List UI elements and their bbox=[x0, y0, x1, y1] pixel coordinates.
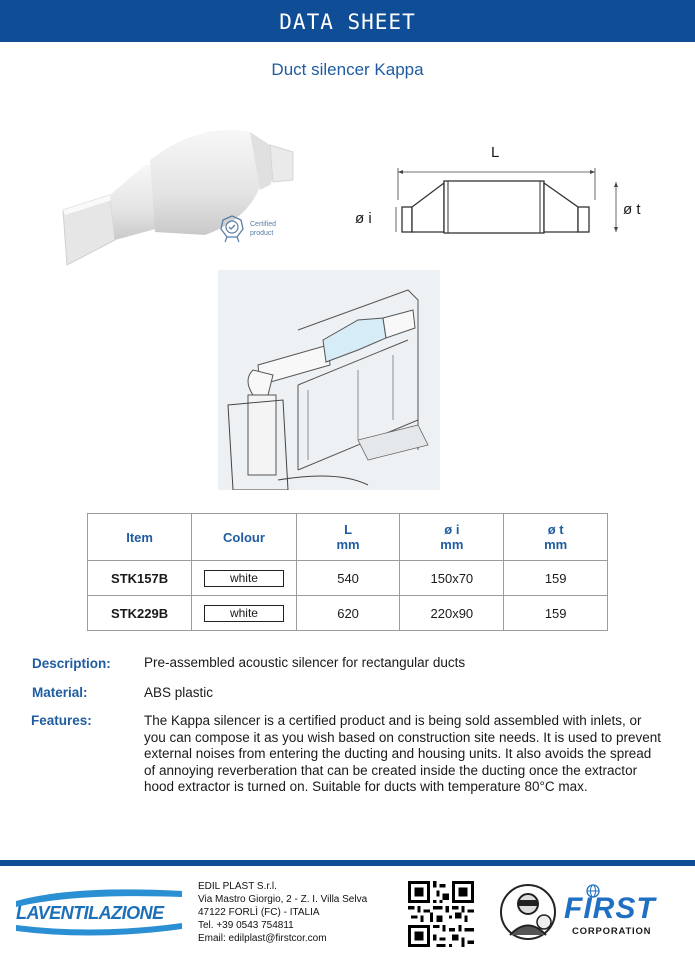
material-value: ABS plastic bbox=[144, 685, 214, 700]
header-length: L mm bbox=[296, 514, 400, 561]
features-value: The Kappa silencer is a certified product and is being sold assembled with inlets, or you can compose it as you wish based on construction site needs. It is used to prevent external noises from entering the ducting and housing units. It also avoids the spread of annoying reverberation that can be created inside the ducting once the extractor hood extractor is turned on. Suitable for ducts with temperature 80°C max. bbox=[144, 713, 662, 795]
colour-swatch: white bbox=[204, 605, 284, 622]
colour-swatch: white bbox=[204, 570, 284, 587]
table-row bbox=[88, 561, 608, 596]
cell-inner: 150x70 bbox=[400, 561, 504, 596]
brand-name: LAVENTILAZIONE bbox=[16, 903, 164, 923]
installation-sketch bbox=[218, 270, 440, 490]
description-label: Description: bbox=[32, 656, 111, 671]
qr-code[interactable] bbox=[408, 881, 474, 947]
header-bar bbox=[0, 0, 695, 42]
certified-line2: product bbox=[250, 230, 274, 237]
laventilazione-logo bbox=[14, 883, 184, 938]
header-colour: Colour bbox=[192, 514, 297, 561]
header-outer: ø t mm bbox=[504, 514, 608, 561]
page-subtitle: Duct silencer Kappa bbox=[271, 60, 424, 79]
inner-diameter-label: ø i bbox=[355, 210, 372, 227]
features-label: Features: bbox=[31, 713, 92, 728]
cell-item: STK229B bbox=[88, 596, 192, 631]
cell-outer: 159 bbox=[504, 596, 608, 631]
cell-inner: 220x90 bbox=[400, 596, 504, 631]
cell-outer: 159 bbox=[504, 561, 608, 596]
description-value: Pre-assembled acoustic silencer for rectangular ducts bbox=[144, 655, 466, 670]
first-corporation-logo bbox=[498, 880, 678, 944]
header-inner: ø i mm bbox=[400, 514, 504, 561]
address-line2: 47122 FORLÌ (FC) - ITALIA bbox=[198, 907, 320, 918]
header-item: Item bbox=[88, 514, 192, 561]
material-label: Material: bbox=[32, 685, 88, 700]
address-line1: Via Mastro Giorgio, 2 - Z. I. Villa Selva bbox=[198, 894, 368, 905]
outer-diameter-label: ø t bbox=[623, 201, 641, 218]
first-sub: CORPORATION bbox=[572, 926, 652, 937]
cell-colour bbox=[192, 561, 297, 596]
company-address bbox=[198, 880, 367, 945]
certified-badge bbox=[220, 215, 300, 245]
company-name: EDIL PLAST S.r.l. bbox=[198, 881, 277, 892]
certified-line1: Certified bbox=[250, 221, 277, 228]
technical-drawing bbox=[350, 140, 660, 250]
spec-table bbox=[87, 513, 608, 631]
phone: Tel. +39 0543 754811 bbox=[198, 920, 294, 931]
certified-icon bbox=[220, 215, 244, 243]
footer-divider bbox=[0, 860, 695, 866]
table-row bbox=[88, 596, 608, 631]
cell-colour bbox=[192, 596, 297, 631]
cell-item: STK157B bbox=[88, 561, 192, 596]
cell-length: 540 bbox=[296, 561, 400, 596]
length-label: L bbox=[491, 144, 500, 161]
product-image bbox=[55, 120, 300, 270]
first-name: FIRST bbox=[564, 892, 656, 925]
mascot-icon bbox=[498, 880, 558, 942]
table-header-row bbox=[88, 514, 608, 561]
header-title: DATA SHEET bbox=[279, 10, 416, 34]
cell-length: 620 bbox=[296, 596, 400, 631]
email: Email: edilplast@firstcor.com bbox=[198, 933, 327, 944]
